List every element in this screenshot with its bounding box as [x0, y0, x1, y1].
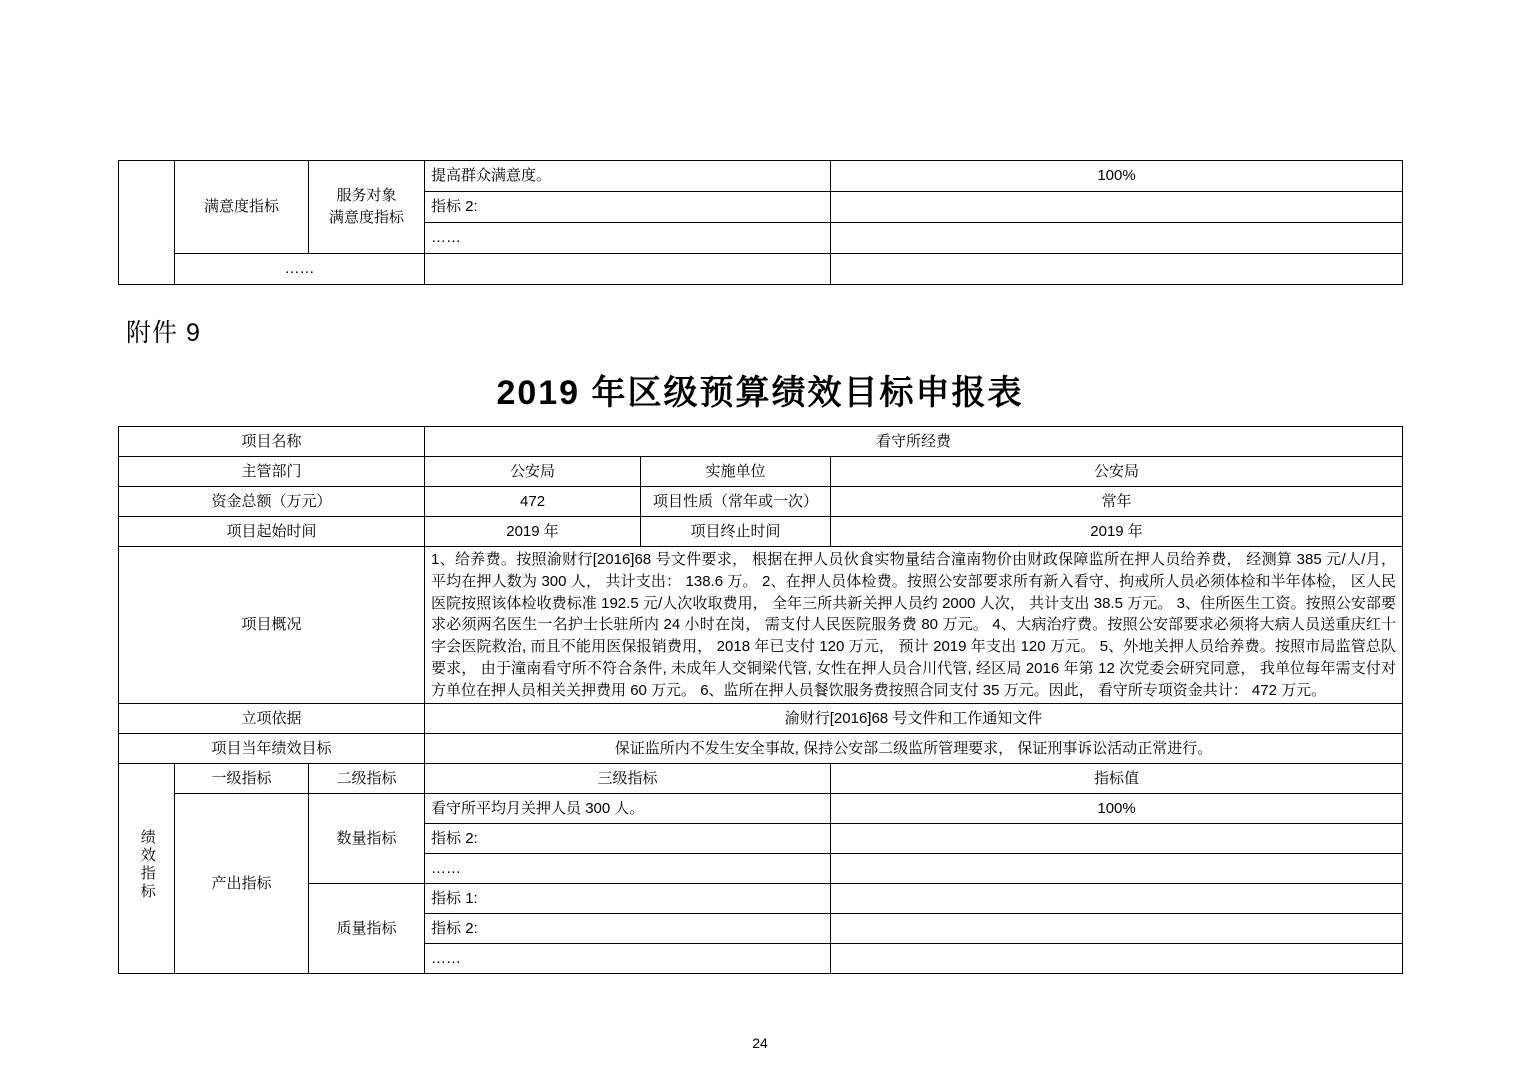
empty-cell [425, 254, 831, 285]
project-name-value: 看守所经费 [425, 427, 1403, 457]
indicator-value [831, 824, 1403, 854]
annual-target-label: 项目当年绩效目标 [119, 734, 425, 764]
indicator-value [831, 854, 1403, 884]
satisfaction-indicator-table [118, 160, 1403, 285]
indicator-text: 指标 2: [425, 824, 831, 854]
indicator-value-header: 指标值 [831, 764, 1403, 794]
level1-header: 一级指标 [175, 764, 309, 794]
total-funds-label: 资金总额（万元） [119, 487, 425, 517]
table-row-annual-target [119, 734, 1403, 764]
total-funds-value: 472 [425, 487, 641, 517]
level2-satisfaction-label [309, 161, 425, 254]
table-row-indicator-header [119, 764, 1403, 794]
table-row-basis [119, 704, 1403, 734]
page-title: 2019 年区级预算绩效目标申报表 [496, 374, 1024, 412]
level2-line1: 服务对象 [336, 187, 397, 205]
start-time-label: 项目起始时间 [119, 517, 425, 547]
output-indicator-label: 产出指标 [175, 794, 309, 974]
start-time-value: 2019 年 [425, 517, 641, 547]
annual-target-value: 保证监所内不发生安全事故, 保持公安部二级监所管理要求， 保证刑事诉讼活动正常进行。 [425, 734, 1403, 764]
quantity-indicator-label: 数量指标 [309, 794, 425, 884]
quality-indicator-label: 质量指标 [309, 884, 425, 974]
table-row-time [119, 517, 1403, 547]
project-nature-value: 常年 [831, 487, 1403, 517]
page-number: 24 [752, 1035, 768, 1051]
table-row [119, 161, 1403, 192]
level2-line2: 满意度指标 [328, 209, 404, 226]
indicator-value [831, 884, 1403, 914]
project-basis-value: 渝财行[2016]68 号文件和工作通知文件 [425, 704, 1403, 734]
indicator-text: 指标 2: [425, 914, 831, 944]
indicator-text: …… [425, 223, 831, 254]
empty-cell [831, 254, 1403, 285]
level2-header: 二级指标 [309, 764, 425, 794]
indicator-value: 100% [831, 794, 1403, 824]
attachment-label: 附件 9 [126, 319, 201, 347]
table-row [119, 884, 1403, 914]
table-row-project-name [119, 427, 1403, 457]
table-row [119, 254, 1403, 285]
table-row [119, 794, 1403, 824]
indicator-value: 100% [831, 161, 1403, 192]
level3-header: 三级指标 [425, 764, 831, 794]
indicator-text: 提高群众满意度。 [425, 161, 831, 192]
table-row-funds [119, 487, 1403, 517]
competent-department-value: 公安局 [425, 457, 641, 487]
indicator-text: …… [425, 944, 831, 974]
indicator-value [831, 914, 1403, 944]
end-time-value: 2019 年 [831, 517, 1403, 547]
indicator-text: 看守所平均月关押人员 300 人。 [425, 794, 831, 824]
table-row-department [119, 457, 1403, 487]
performance-indicator-text: 绩效指标 [138, 829, 156, 902]
indicator-value [831, 192, 1403, 223]
indicator-value [831, 223, 1403, 254]
performance-indicator-label [119, 764, 175, 974]
indicator-text: …… [425, 854, 831, 884]
performance-target-table [118, 426, 1403, 974]
project-nature-label: 项目性质（常年或一次） [641, 487, 831, 517]
project-overview-label: 项目概况 [119, 547, 425, 704]
implementing-unit-label: 实施单位 [641, 457, 831, 487]
ellipsis-label: …… [175, 254, 425, 285]
project-basis-label: 立项依据 [119, 704, 425, 734]
top-table-container [118, 0, 1402, 285]
indicator-text: 指标 2: [425, 192, 831, 223]
implementing-unit-value: 公安局 [831, 457, 1403, 487]
level1-satisfaction-label: 满意度指标 [175, 161, 309, 254]
indicator-value [831, 944, 1403, 974]
end-time-label: 项目终止时间 [641, 517, 831, 547]
project-name-label: 项目名称 [119, 427, 425, 457]
competent-department-label: 主管部门 [119, 457, 425, 487]
indicator-text: 指标 1: [425, 884, 831, 914]
project-overview-value: 1、给养费。按照渝财行[2016]68 号文件要求， 根据在押人员伙食实物量结合潼南物价由财政保障监所在押人员给养费， 经测算 385 元/人/月， 平均在押人数为 300 人， 共计支出： 138.6 万。 2、在押人员体检费。按照公安部要求所有新入看守、拘戒所人员必须体检和半年体检， 区人民医院按照该体检收费标准 192.5 元/人次收取费用， 全年三所共新关押人员约 2000 人次， 共计支出 38.5 万元。 3、住所医生工资。按照公安部要求必须两名医生一名护士长驻所内 24 小时在岗， 需支付人民医院服务费 80 万元。 4、大病治疗费。按照公安部要求必须将大病人员送重庆红十字会医院救治, 而且不能用医保报销费用， 2018 年已支付 120 万元， 预计 2019 年支出 120 万元。 5、外地关押人员给养费。按照市局监管总队要求， 由于潼南看守所不符合条件, 未成年人交铜梁代管, 女性在押人员合川代管, 经区局 2016 年第 12 次党委会研究同意， 我单位每年需支付对方单位在押人员相关关押费用 60 万元。 6、监所在押人员餐饮服务费按照合同支付 35 万元。因此， 看守所专项资金共计： 472 万元。 [425, 547, 1403, 704]
empty-spine-cell [119, 161, 175, 285]
table-row-overview [119, 547, 1403, 704]
